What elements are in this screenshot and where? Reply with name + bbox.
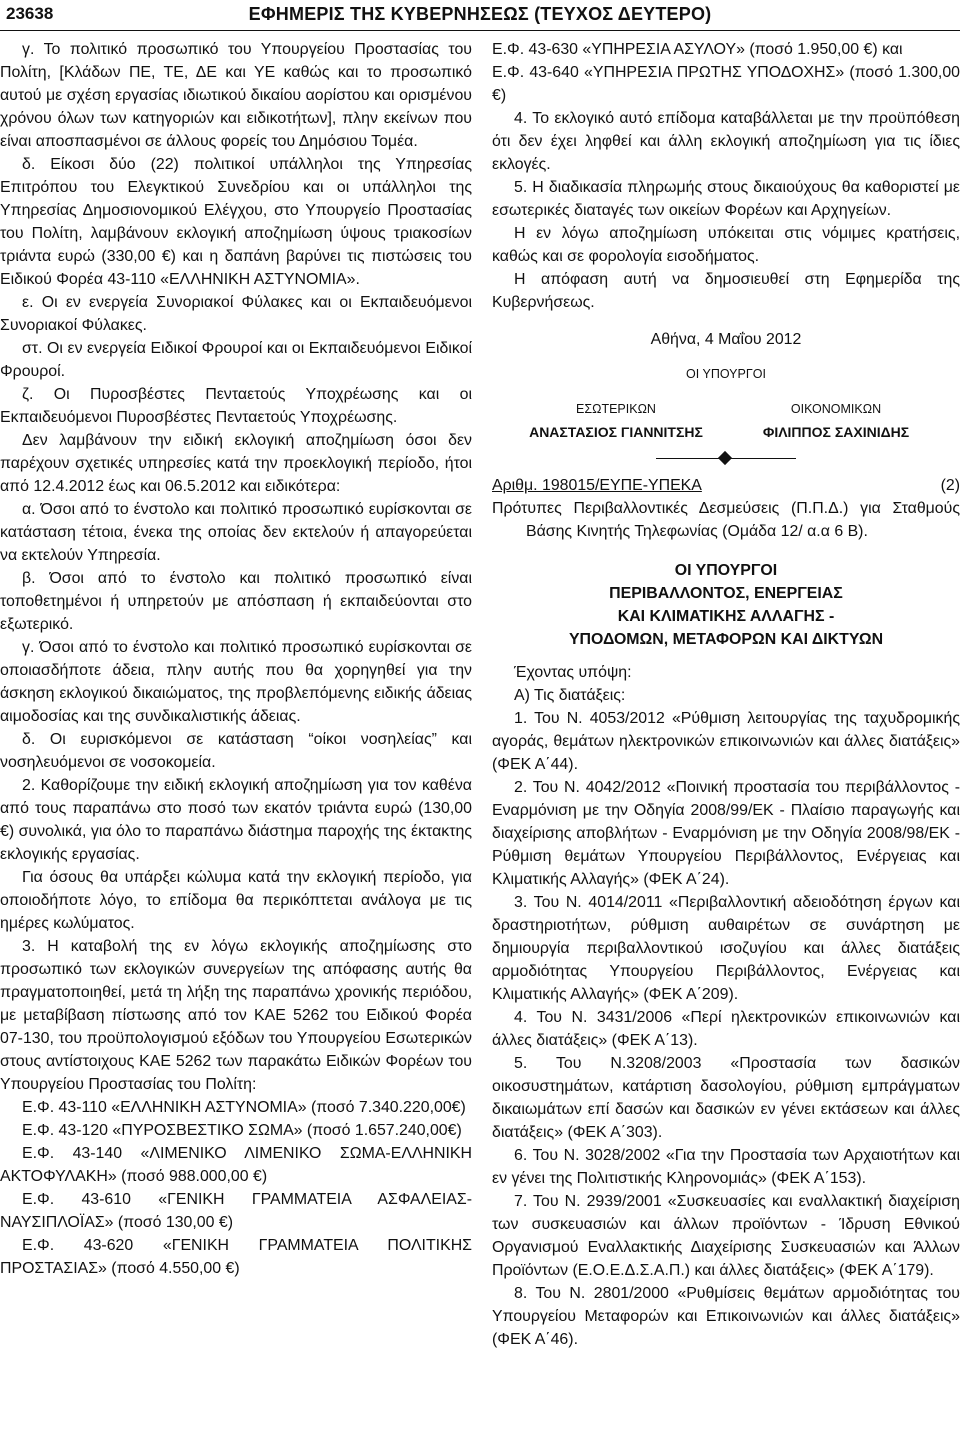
having-regard: Έχοντας υπόψη: [514,664,632,681]
decision-count: (2) [940,477,960,494]
paragraph: γ. Όσοι από το ένστολο και πολιτικό προσωπικό ευρίσκονται σε οποιασδήποτε άδεια, πλην αυτής που θα χορηγηθεί για την άσκηση εκλογικού δικαιώματος, της προβλεπόμενης ειδικής άδειας αιμοδοσίας και της συνδικαλιστικής άδειας. [0,639,472,725]
paragraph: δ. Είκοσι δύο (22) πολιτικοί υπάλληλοι της Υπηρεσίας Επιτρόπου του Ελεγκτικού Συνεδρίου και οι υπάλληλοι της Υπηρεσίας Δημοσιονομικού Ελέγχου, στο Υπουργείο Προστασίας του Πολίτη, λαμβάνουν εκλογική αποζημίωση ύψους τριακοσίων τριάντα ευρώ (330,00 €) και η δαπάνη βαρύνει τις πιστώσεις του Ειδικού Φορέα 43-110 «ΕΛΛΗΝΙΚΗ ΑΣΤΥΝΟΜΙΑ». [0,156,472,288]
left-column [0,38,472,1280]
paragraph: δ. Οι ευρισκόμενοι σε κατάσταση “οίκοι νοσηλείας” και νοσηλευόμενοι σε νοσοκομεία. [0,731,472,771]
decision-heading: ΟΙ ΥΠΟΥΡΓΟΙ [674,562,778,579]
law-item: 2. Του Ν. 4042/2012 «Ποινική προστασία του περιβάλλοντος - Εναρμόνιση με την Οδηγία 2008/99/ΕΚ - Πλαίσιο παραγωγής και διαχείρισης αποβλήτων - Εναρμόνιση με την Οδηγία 2008/98/ΕΚ - Ρύθμιση θεμάτων Υπουργείου Περιβάλλοντος, Ενέργειας και Κλιματικής Αλλαγής» (ΦΕΚ Α΄24). [492,779,960,888]
law-item: 5. Του Ν.3208/2003 «Προστασία των δασικών οικοσυστημάτων, κατάρτιση δασολογίου, ρύθμιση εμπράγματων δικαιωμάτων επί δασών και δασικών εν γένει εκτάσεων και άλλες διατάξεις» (ΦΕΚ Α΄303). [492,1055,960,1141]
law-item: 6. Του Ν. 3028/2002 «Για την Προστασία των Αρχαιοτήτων και εν γένει της Πολιτιστικής Κληρονομιάς» (ΦΕΚ Α΄153). [492,1147,960,1187]
paragraph: 4. Το εκλογικό αυτό επίδομα καταβάλλεται με την προϋπόθεση ότι δεν έχει ληφθεί και άλλη εκλογική αποζημίωση για τις ίδιες εκλογές. [492,110,960,173]
place-date: Αθήνα, 4 Μαΐου 2012 [650,331,802,348]
law-item: 4. Του Ν. 3431/2006 «Περί ηλεκτρονικών επικοινωνιών και άλλες διατάξεις» (ΦΕΚ Α΄13). [492,1009,960,1049]
signature-roles [506,398,946,421]
decision-subject: Πρότυπες Περιβαλλοντικές Δεσμεύσεις (Π.Π.Δ.) για Σταθμούς Βάσης Κινητής Τηλεφωνίας (Ομάδα 12/ α.α 6 Β). [492,500,960,540]
budget-line: Ε.Φ. 43-110 «ΕΛΛΗΝΙΚΗ ΑΣΤΥΝΟΜΙΑ» (ποσό 7.340.220,00€) [22,1099,466,1116]
budget-line: Ε.Φ. 43-620 «ΓΕΝΙΚΗ ΓΡΑΜΜΑΤΕΙΑ ΠΟΛΙΤΙΚΗΣ ΠΡΟΣΤΑΣΙΑΣ» (ποσό 4.550,00 €) [0,1237,472,1277]
signature-names [506,421,946,444]
separator-diamond [656,450,796,468]
paragraph: 5. Η διαδικασία πληρωμής στους δικαιούχους θα καθοριστεί με εσωτερικές διαταγές των οικείων Φορέων και Αρχηγείων. [492,179,960,219]
decision-heading: ΠΕΡΙΒΑΛΛΟΝΤΟΣ, ΕΝΕΡΓΕΙΑΣ [609,585,843,602]
law-item: 7. Του Ν. 2939/2001 «Συσκευασίες και εναλλακτική διαχείριση των συσκευασιών και άλλων προϊόντων - Ίδρυση Εθνικού Οργανισμού Εναλλακτικής Διαχείρισης Συσκευασιών και Άλλων Προϊόντων (Ε.Ο.Ε.Δ.Σ.Α.Π.) και άλλες διατάξεις» (ΦΕΚ Α΄179). [492,1193,960,1279]
decision-number-row [492,474,960,497]
paragraph: Η εν λόγω αποζημίωση υπόκειται στις νόμιμες κρατήσεις, καθώς και σε φορολογία εισοδήματος. [492,225,960,265]
header-rule [0,30,960,31]
paragraph: Η απόφαση αυτή να δημοσιευθεί στη Εφημερίδα της Κυβερνήσεως. [492,271,960,311]
role-interior: ΕΣΩΤΕΡΙΚΩΝ [576,402,656,416]
budget-line: Ε.Φ. 43-640 «ΥΠΗΡΕΣΙΑ ΠΡΩΤΗΣ ΥΠΟΔΟΧΗΣ» (ποσό 1.300,00 €) [492,64,960,104]
name-finance-minister: ΦΙΛΙΠΠΟΣ ΣΑΧΙΝΙΔΗΣ [762,424,910,440]
law-item: 8. Του Ν. 2801/2000 «Ρυθμίσεις θεμάτων αρμοδιότητας του Υπουργείου Μεταφορών και Επικοινωνιών και άλλες διατάξεις» (ΦΕΚ Α΄46). [492,1285,960,1348]
paragraph: α. Όσοι από το ένστολο και πολιτικό προσωπικό ευρίσκονται σε κατάσταση τέτοια, ένεκα της οποίας δεν εκτελούν ή απαγορεύεται να εκτελούν Υπηρεσία. [0,501,472,564]
gazette-title: ΕΦΗΜΕΡΙΣ ΤΗΣ ΚΥΒΕΡΝΗΣΕΩΣ (ΤΕΥΧΟΣ ΔΕΥΤΕΡΟ) [248,4,712,24]
paragraph: Δεν λαμβάνουν την ειδική εκλογική αποζημίωση όσοι δεν παρέχουν σχετικές υπηρεσίες κατά την προεκλογική περίοδο, ήτοι από 12.4.2012 έως και 06.5.2012 και ειδικότερα: [0,432,472,495]
role-finance: ΟΙΚΟΝΟΜΙΚΩΝ [790,402,882,416]
paragraph: ε. Οι εν ενεργεία Συνοριακοί Φύλακες και οι Εκπαιδευόμενοι Συνοριακοί Φύλακες. [0,294,472,334]
budget-line: Ε.Φ. 43-630 «ΥΠΗΡΕΣΙΑ ΑΣΥΛΟΥ» (ποσό 1.950,00 €) και [492,41,903,58]
paragraph: στ. Οι εν ενεργεία Ειδικοί Φρουροί και οι Εκπαιδευόμενοι Ειδικοί Φρουροί. [0,340,472,380]
provisions-label: Α) Τις διατάξεις: [514,687,626,704]
paragraph: Για όσους θα υπάρξει κώλυμα κατά την εκλογική περίοδο, για οποιοδήποτε λόγο, το επίδομα θα περικόπτεται ανάλογα με τις ημέρες κωλύματος. [0,869,472,932]
decision-number: Αριθμ. 198015/ΕΥΠΕ-ΥΠΕΚΑ [492,477,702,494]
paragraph: ζ. Οι Πυροσβέστες Πενταετούς Υποχρέωσης και οι Εκπαιδευόμενοι Πυροσβέστες Πενταετούς Υποχρέωσης. [0,386,472,426]
law-item: 3. Του Ν. 4014/2011 «Περιβαλλοντική αδειοδότηση έργων και δραστηριοτήτων, ρύθμιση αυθαιρέτων σε συνάρτηση με δημιουργία περιβαλλοντικού ισοζυγίου και άλλες διατάξεις αρμοδιότητας Υπουργείου Περιβάλλοντος, Ενέργειας και Κλιματικής Αλλαγής» (ΦΕΚ Α΄209). [492,894,960,1003]
name-interior-minister: ΑΝΑΣΤΑΣΙΟΣ ΓΙΑΝΝΙΤΣΗΣ [529,424,703,440]
budget-line: Ε.Φ. 43-140 «ΛΙΜΕΝΙΚΟ ΛΙΜΕΝΙΚΟ ΣΩΜΑ-ΕΛΛΗΝΙΚΗ ΑΚΤΟΦΥΛΑΚΗ» (ποσό 988.000,00 €) [0,1145,472,1185]
page-header [0,0,960,34]
paragraph: 3. Η καταβολή της εν λόγω εκλογικής αποζημίωσης στο προσωπικό των εκλογικών συνεργείων της απόφασης αυτής θα πραγματοποιηθεί, μετά τη λήξη της παραπάνω χρονικής περιόδου, με μεταβίβαση πίστωσης από τον ΚΑΕ 5262 του Ειδικού Φορέα 07-130, του προϋπολογισμού εξόδων του Υπουργείου Εσωτερικών στους αντίστοιχους ΚΑΕ 5262 των παρακάτω Ειδικών Φορέων του Υπουργείου Προστασίας του Πολίτη: [0,938,472,1093]
diamond-icon [718,451,732,465]
right-column [492,38,960,1351]
page-number: 23638 [6,4,54,23]
law-item: 1. Του Ν. 4053/2012 «Ρύθμιση λειτουργίας της ταχυδρομικής αγοράς, θεμάτων ηλεκτρονικών επικοινωνιών και άλλες διατάξεις» (ΦΕΚ Α΄44). [492,710,960,773]
decision-heading: ΥΠΟΔΟΜΩΝ, ΜΕΤΑΦΟΡΩΝ ΚΑΙ ΔΙΚΤΥΩΝ [568,631,884,648]
paragraph: γ. Το πολιτικό προσωπικό του Υπουργείου Προστασίας του Πολίτη, [Κλάδων ΠΕ, ΤΕ, ΔΕ και ΥΕ καθώς και το προσωπικό αυτού με σχέση εργασίας ιδιωτικού δικαίου αορίστου και ορισμένου χρόνου όλων των κατηγοριών και ειδικοτήτων], πλην εκείνων που είναι αποσπασμένοι σε άλλους φορείς του Δημόσιου Τομέα. [0,41,472,150]
budget-line: Ε.Φ. 43-610 «ΓΕΝΙΚΗ ΓΡΑΜΜΑΤΕΙΑ ΑΣΦΑΛΕΙΑΣ-ΝΑΥΣΙΠΛΟΪΑΣ» (ποσό 130,00 €) [0,1191,472,1231]
paragraph: β. Όσοι από το ένστολο και πολιτικό προσωπικό είναι τοποθετημένοι ή υπηρετούν με απόσπαση ή εκπαιδεύονται στο εξωτερικό. [0,570,472,633]
ministers-label: ΟΙ ΥΠΟΥΡΓΟΙ [686,367,766,381]
budget-line: Ε.Φ. 43-120 «ΠΥΡΟΣΒΕΣΤΙΚΟ ΣΩΜΑ» (ποσό 1.657.240,00€) [22,1122,462,1139]
decision-heading: ΚΑΙ ΚΛΙΜΑΤΙΚΗΣ ΑΛΛΑΓΗΣ - [617,608,835,625]
paragraph: 2. Καθορίζουμε την ειδική εκλογική αποζημίωση για τον καθένα από τους παραπάνω στο ποσό των εκατόν τριάντα ευρώ (130,00 €) συνολικά, για όλο το παραπάνω διάστημα παροχής της έκτακτης εκλογικής εργασίας. [0,777,472,863]
